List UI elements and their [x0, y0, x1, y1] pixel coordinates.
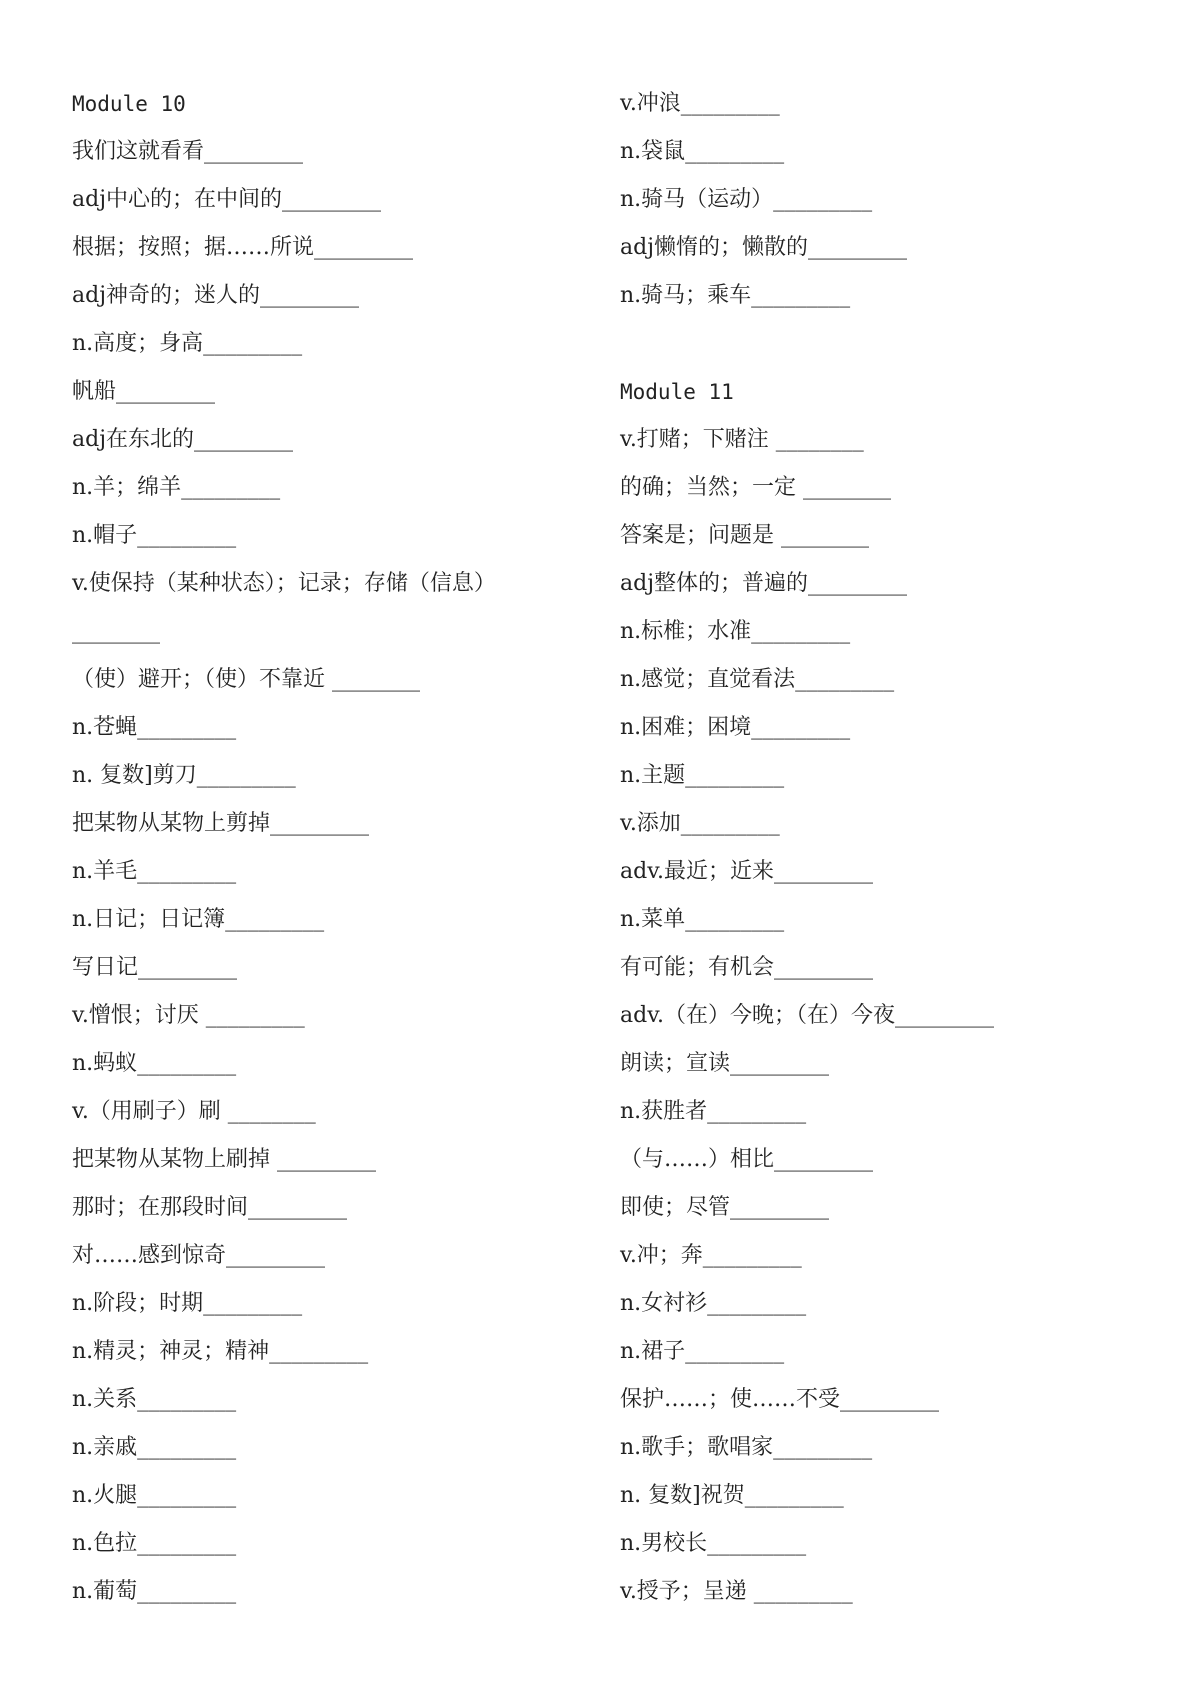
vocab-item: n.困难；困境_________ — [620, 715, 851, 740]
vocab-item: n.羊；绵羊_________ — [72, 475, 281, 500]
vocab-item: n.感觉；直觉看法_________ — [620, 667, 895, 692]
vocab-item: v.授予；呈递 _________ — [620, 1579, 853, 1604]
vocab-item: （使）避开；（使）不靠近 ________ — [72, 667, 420, 692]
vocab-item: n.关系_________ — [72, 1387, 237, 1412]
vocab-item: n.亲戚_________ — [72, 1435, 237, 1460]
vocab-item: n.获胜者_________ — [620, 1099, 807, 1124]
vocab-item: 对……感到惊奇_________ — [72, 1243, 326, 1268]
vocab-item: adj神奇的；迷人的_________ — [72, 283, 360, 308]
vocab-item: n. 复数]剪刀_________ — [72, 763, 296, 788]
vocab-item: n.葡萄_________ — [72, 1579, 237, 1604]
vocab-item: 的确；当然；一定 ________ — [620, 475, 891, 500]
vocab-item: n.裙子_________ — [620, 1339, 785, 1364]
module-heading: Module 10 — [72, 92, 186, 116]
vocab-item: 写日记_________ — [72, 955, 238, 980]
vocab-item: adj懒惰的；懒散的_________ — [620, 235, 908, 260]
vocab-item: n.主题_________ — [620, 763, 785, 788]
vocab-item: n.女衬衫_________ — [620, 1291, 807, 1316]
vocab-item: 我们这就看看_________ — [72, 139, 304, 164]
vocab-item: v.冲浪_________ — [620, 91, 780, 116]
vocab-item: adj整体的；普遍的_________ — [620, 571, 908, 596]
left-column — [72, 84, 592, 1620]
vocab-item: 朗读；宣读_________ — [620, 1051, 830, 1076]
vocab-item: （与……）相比_________ — [620, 1147, 874, 1172]
vocab-item: 有可能；有机会_________ — [620, 955, 874, 980]
vocab-item: v.使保持（某种状态）；记录；存储（信息） — [72, 571, 496, 596]
vocab-item: adv.（在）今晚；（在）今夜_________ — [620, 1003, 995, 1028]
vocab-item: n.骑马（运动）_________ — [620, 187, 873, 212]
vocab-item: n.骑马；乘车_________ — [620, 283, 851, 308]
vocab-item: 即使；尽管_________ — [620, 1195, 830, 1220]
vocab-item: adv.最近；近来_________ — [620, 859, 874, 884]
vocab-item: n.男校长_________ — [620, 1531, 807, 1556]
vocab-item: v.打赌；下赌注 ________ — [620, 427, 864, 452]
vocab-item: 帆船_________ — [72, 379, 216, 404]
vocab-item: n.菜单_________ — [620, 907, 785, 932]
vocab-item: v.（用刷子）刷 ________ — [72, 1099, 316, 1124]
vocab-item: 保护……；使……不受_________ — [620, 1387, 940, 1412]
vocab-item: n.日记；日记簿_________ — [72, 907, 325, 932]
vocab-item: 答案是；问题是 ________ — [620, 523, 869, 548]
vocab-item: n.帽子_________ — [72, 523, 237, 548]
vocab-item: n.苍蝇_________ — [72, 715, 237, 740]
vocab-item: ________ — [72, 619, 160, 644]
vocab-item: v.冲；奔_________ — [620, 1243, 802, 1268]
spacer — [620, 324, 1160, 372]
vocab-item: n.高度；身高_________ — [72, 331, 303, 356]
vocab-item: n.阶段；时期_________ — [72, 1291, 303, 1316]
vocab-item: n.蚂蚁_________ — [72, 1051, 237, 1076]
vocab-item: n.歌手；歌唱家_________ — [620, 1435, 873, 1460]
vocab-item: n.色拉_________ — [72, 1531, 237, 1556]
module-heading: Module 11 — [620, 380, 734, 404]
vocab-item: adj中心的；在中间的_________ — [72, 187, 382, 212]
vocab-item: 根据；按照；据……所说_________ — [72, 235, 414, 260]
vocab-item: adj在东北的_________ — [72, 427, 294, 452]
vocab-item: v.憎恨；讨厌 _________ — [72, 1003, 305, 1028]
vocab-item: 那时；在那段时间_________ — [72, 1195, 348, 1220]
vocab-item: v.添加_________ — [620, 811, 780, 836]
vocab-item: n.精灵；神灵；精神_________ — [72, 1339, 369, 1364]
vocab-item: n.火腿_________ — [72, 1483, 237, 1508]
vocab-item: n. 复数]祝贺_________ — [620, 1483, 844, 1508]
vocab-item: n.羊毛_________ — [72, 859, 237, 884]
vocab-item: n.标椎；水准_________ — [620, 619, 851, 644]
vocab-item: 把某物从某物上刷掉 _________ — [72, 1147, 376, 1172]
vocab-item: n.袋鼠_________ — [620, 139, 785, 164]
vocab-item: 把某物从某物上剪掉_________ — [72, 811, 370, 836]
right-column — [620, 84, 1160, 1620]
